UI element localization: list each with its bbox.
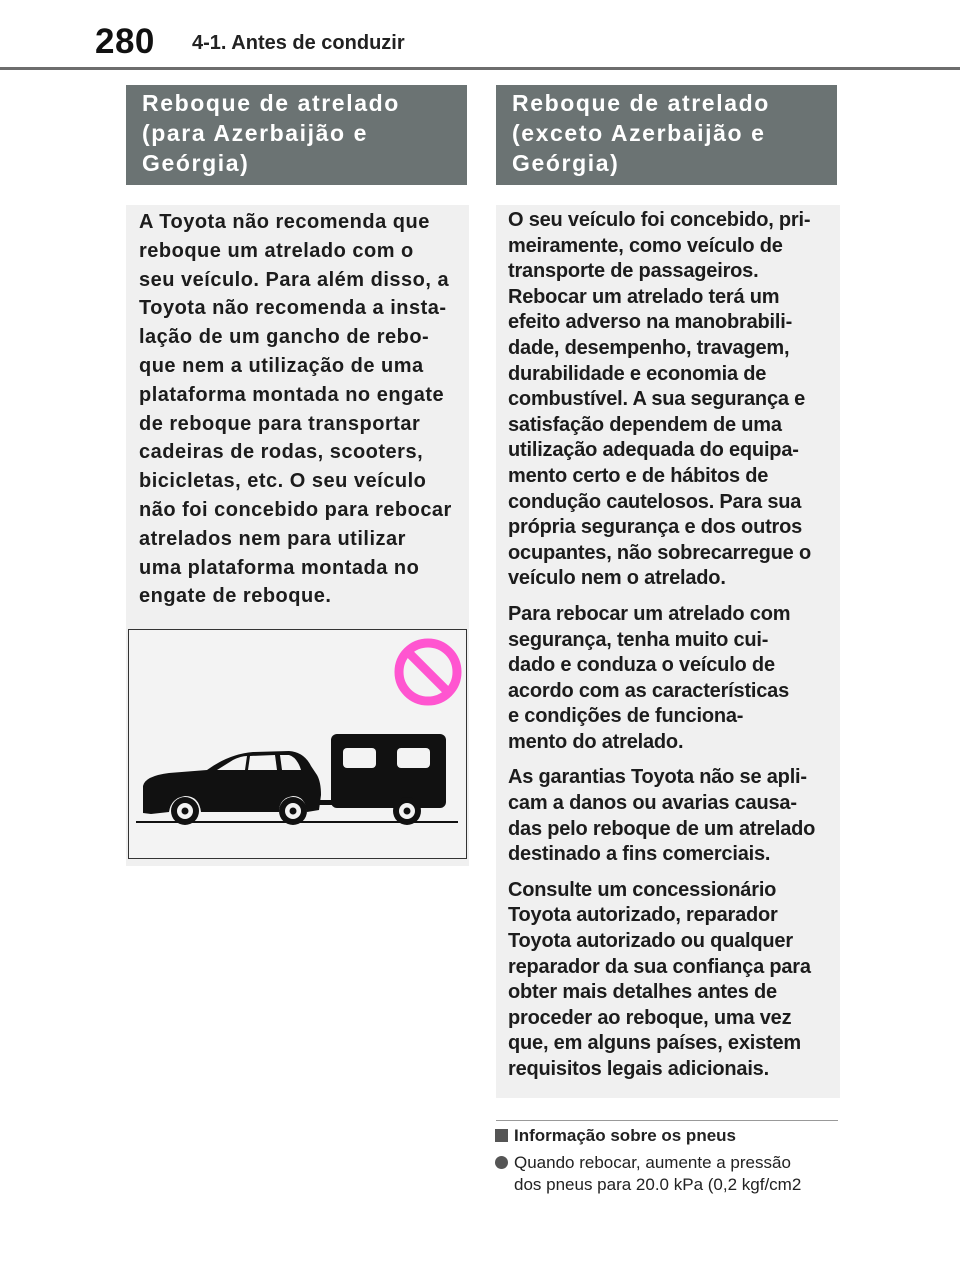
section-title: 4-1. Antes de conduzir: [192, 32, 405, 54]
towing-illustration: [128, 629, 467, 859]
tire-info-heading: [495, 1126, 736, 1146]
car-icon: [143, 751, 321, 825]
tire-info-text: Quando rebocar, aumente a pressão dos pneus para 20.0 kPa (0,2 kgf/cm2: [514, 1153, 802, 1194]
tire-info-heading-text: Informação sobre os pneus: [514, 1126, 736, 1145]
square-bullet-icon: [495, 1129, 508, 1142]
circle-bullet-icon: [495, 1156, 508, 1169]
right-paragraph-1: O seu veículo foi concebido, pri- meiramente, como veículo de transporte de passageiros. Rebocar um atrelado terá um efeito adverso na manobrabili- dade, desempenho, travagem, durabilidade e economia de combustível. A sua segurança e satisfação dependem de uma utilização adequada do equipa- mento certo e de hábitos de condução cautelosos. Para sua própria segurança e dos outros ocupantes, não sobrecarregue o veículo nem o atrelado.: [508, 209, 811, 590]
trailer-icon: [331, 734, 446, 825]
info-divider: [496, 1120, 838, 1121]
tire-info-item: [495, 1152, 840, 1196]
right-section-header: Reboque de atrelado (exceto Azerbaijão e Geórgia): [496, 85, 837, 185]
page-number: 280: [95, 22, 155, 61]
left-body-text: A Toyota não recomenda que reboque um atrelado com o seu veículo. Para além disso, a Toyota não recomenda a insta- lação de um gancho de rebo- que nem a utilização de uma plataforma montada no engate de reboque para transportar cadeiras de rodas, scooters, bicicletas, etc. O seu veículo não foi concebido para rebocar atrelados nem para utilizar uma plataforma montada no engate de reboque.: [139, 211, 452, 608]
right-paragraph-2: Para rebocar um atrelado com segurança, tenha muito cui- dado e conduza o veículo de acordo com as características e condições de funciona- mento do atrelado.: [508, 602, 791, 753]
right-paragraph-4: Consulte um concessionário Toyota autorizado, reparador Toyota autorizado ou qualquer reparador da sua confiança para obter mais detalhes antes de proceder ao reboque, uma vez que, em alguns países, existem requisitos legais adicionais.: [508, 878, 811, 1080]
right-paragraph-3: As garantias Toyota não se apli- cam a danos ou avarias causa- das pelo reboque de um atrelado destinado a fins comerciais.: [508, 766, 816, 866]
header-divider: [0, 67, 960, 70]
right-info-box: [496, 205, 840, 1098]
left-section-header: Reboque de atrelado (para Azerbaijão e Geórgia): [126, 85, 467, 185]
prohibited-icon: [399, 643, 457, 701]
towing-illustration-svg: [129, 630, 465, 857]
